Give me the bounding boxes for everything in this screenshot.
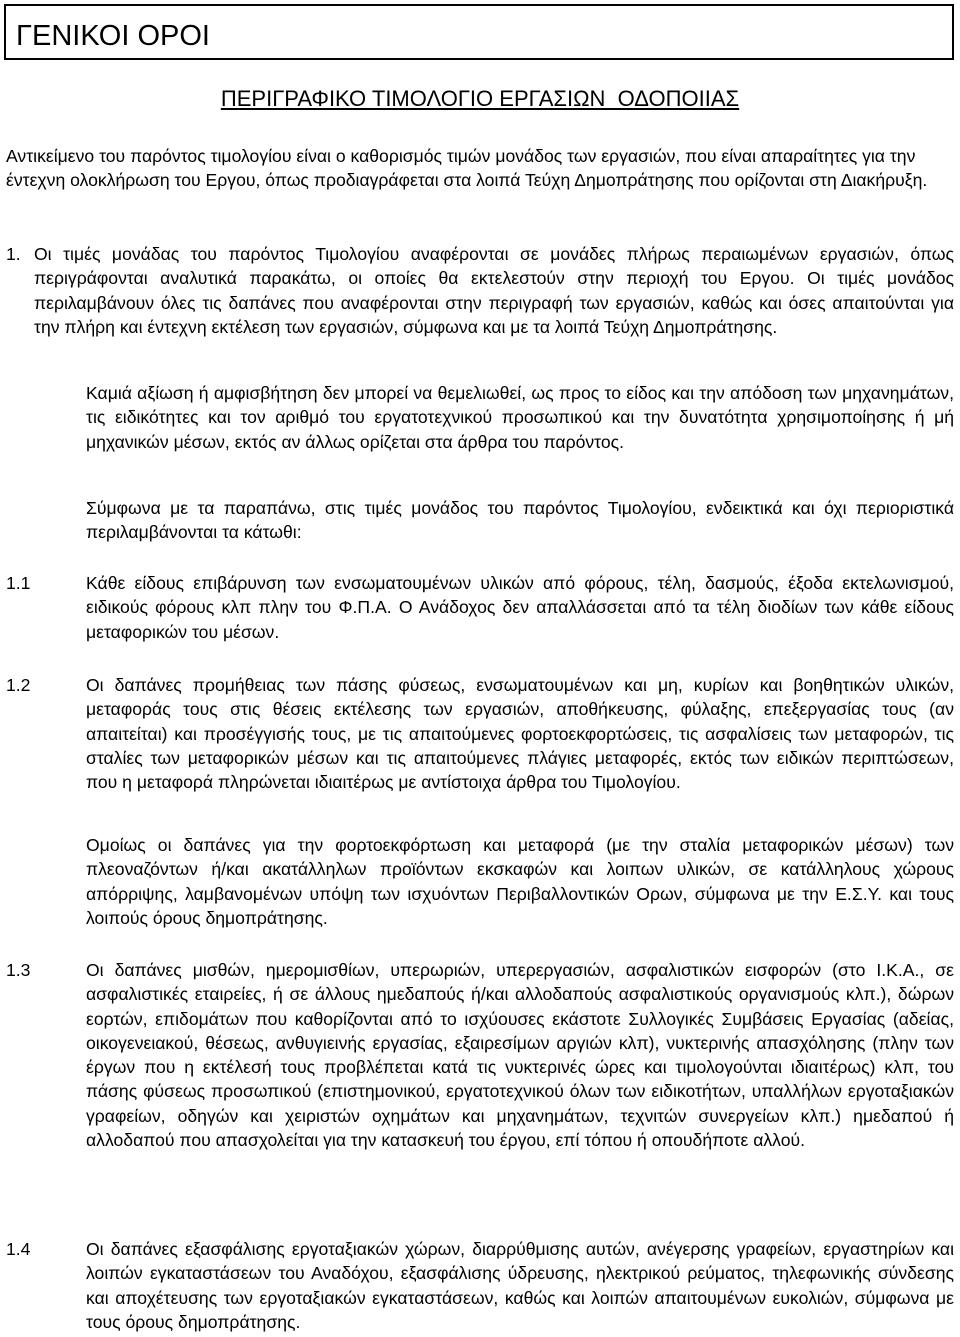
- intro-paragraph: Αντικείμενο του παρόντος τιμολογίου είναι ο καθορισμός τιμών μονάδος των εργασιών, που είναι απαραίτητες για την έντεχνη ολοκλήρωση του Εργου, όπως προδιαγράφεται στα λοιπά Τεύχη Δημοπράτησης που ορίζονται στη Διακήρυξη.: [6, 146, 928, 191]
- section-number: 1.1: [6, 573, 31, 593]
- section-paragraph: Καμιά αξίωση ή αμφισβήτηση δεν μπορεί να θεμελιωθεί, ως προς το είδος και την απόδοση των μηχανημάτων, τις ειδικότητες και τον αριθμό του εργατοτεχνικού προσωπικού και την δυνατότητα χρησιμοποίησης ή μή μηχανικών μέσων, εκτός αν άλλως ορίζεται στα άρθρα του παρόντος.: [86, 383, 954, 452]
- section-paragraph: Οι δαπάνες προμήθειας των πάσης φύσεως, ενσωματουμένων και μη, κυρίων και βοηθητικών υλικών, μεταφοράς τους στις θέσεις εκτέλεσης των εργασιών, αποθήκευσης, φύλαξης, επεξεργασίας τους (αν απαιτείται) και προσέγγισής τους, με τις απαιτούμενες φορτοεκφορτώσεις, τις ασφαλίσεις των μεταφορών, τις σταλίες των μεταφορικών μέσων και τις απαιτούμενες πλάγιες μεταφορές, εκτός των ειδικών περιπτώσεων, που η μεταφορά πληρώνεται ιδιαιτέρως με αντίστοιχα άρθρα του Τιμολογίου.: [86, 675, 954, 793]
- section-paragraph: Σύμφωνα με τα παραπάνω, στις τιμές μονάδος του παρόντος Τιμολογίου, ενδεικτικά και όχι περιοριστικά περιλαμβάνονται τα κάτωθι:: [86, 498, 954, 543]
- section-number: 1.2: [6, 675, 31, 695]
- section-paragraph: Οι δαπάνες μισθών, ημερομισθίων, υπερωριών, υπερεργασιών, ασφαλιστικών εισφορών (στο Ι.Κ.Α., σε ασφαλιστικές εταιρείες, ή σε άλλους ημεδαπούς ή/και αλλοδαπούς ασφαλιστικούς οργανισμούς κλπ.), δώρων εορτών, επιδομάτων που καθορίζονται από το ισχύουσες εκάστοτε Συλλογικές Συμβάσεις Εργασίας (αδείας, οικογενειακού, θέσεως, ανθυγιεινής εργασίας, εξαιρεσίμων αργιών κλπ), νυκτερινής απασχόλησης (πλην των έργων που η εκτέλεσή τους προβλέπεται κατά τις νυκτερινές ώρες και τιμολογούνται ιδιαιτέρως) κλπ, του πάσης φύσεως προσωπικού (επιστημονικού, εργατοτεχνικού όλων των ειδικοτήτων, υπαλλήλων εργοταξιακών γραφείων, οδηγών και χειριστών οχημάτων και μηχανημάτων, τεχνιτών συνεργείων κλπ.) ημεδαπού ή αλλοδαπού που απασχολείται για την κατασκευή του έργου, επί τόπου ή οπουδήποτε αλλού.: [86, 960, 954, 1151]
- header-title: ΓΕΝΙΚΟΙ ΟΡΟΙ: [16, 20, 210, 52]
- section-paragraph: Ομοίως οι δαπάνες για την φορτοεκφόρτωση και μεταφορά (με την σταλία μεταφορικών μέσων) των πλεοναζόντων ή/και ακατάλληλων προϊόντων εκσκαφών και λοιπων υλικών, σε κατάλληλους χώρους απόρριψης, λαμβανομένων υπόψη των ισχυόντων Περιβαλλοντικών Ορων, σύμφωνα με την Ε.Σ.Υ. και τους λοιπούς όρους δημοπράτησης.: [86, 835, 954, 928]
- section-number: 1.3: [6, 960, 31, 980]
- section-paragraph: Οι δαπάνες εξασφάλισης εργοταξιακών χώρων, διαρρύθμισης αυτών, ανέγερσης γραφείων, εργαστηρίων και λοιπών εγκαταστάσεων του Αναδόχου, εξασφάλισης ύδρευσης, ηλεκτρικού ρεύματος, τηλεφωνικής σύνδεσης και αποχέτευσης των εργοταξιακών εγκαταστάσεων, καθώς και λοιπών απαιτουμένων ευκολιών, σύμφωνα με τους όρους δημοπράτησης.: [86, 1239, 954, 1332]
- header-box: [4, 4, 954, 60]
- section-paragraph: Κάθε είδους επιβάρυνση των ενσωματουμένων υλικών από φόρους, τέλη, δασμούς, έξοδα εκτελωνισμού, ειδικούς φόρους κλπ πλην του Φ.Π.Α. Ο Ανάδοχος δεν απαλλάσσεται από τα τέλη διοδίων των κάθε είδους μεταφορικών του μέσων.: [86, 573, 954, 642]
- section-number: 1.: [6, 244, 21, 264]
- document-title: ΠΕΡΙΓΡΑΦΙΚΟ ΤΙΜΟΛΟΓΙΟ ΕΡΓΑΣΙΩΝ ΟΔΟΠΟΙΙΑΣ: [220, 86, 740, 111]
- section-number: 1.4: [6, 1239, 31, 1259]
- section-paragraph: Οι τιμές μονάδας του παρόντος Τιμολογίου αναφέρονται σε μονάδες πλήρως περαιωμένων εργασιών, όπως περιγράφονται αναλυτικά παρακάτω, οι οποίες θα εκτελεστούν στην περιοχή του Εργου. Οι τιμές μονάδος περιλαμβάνουν όλες τις δαπάνες που αναφέρονται στην περιγραφή των εργασιών, καθώς και όσες απαιτούνται για την πλήρη και έντεχνη εκτέλεση των εργασιών, σύμφωνα και με τα λοιπά Τεύχη Δημοπράτησης.: [34, 244, 954, 337]
